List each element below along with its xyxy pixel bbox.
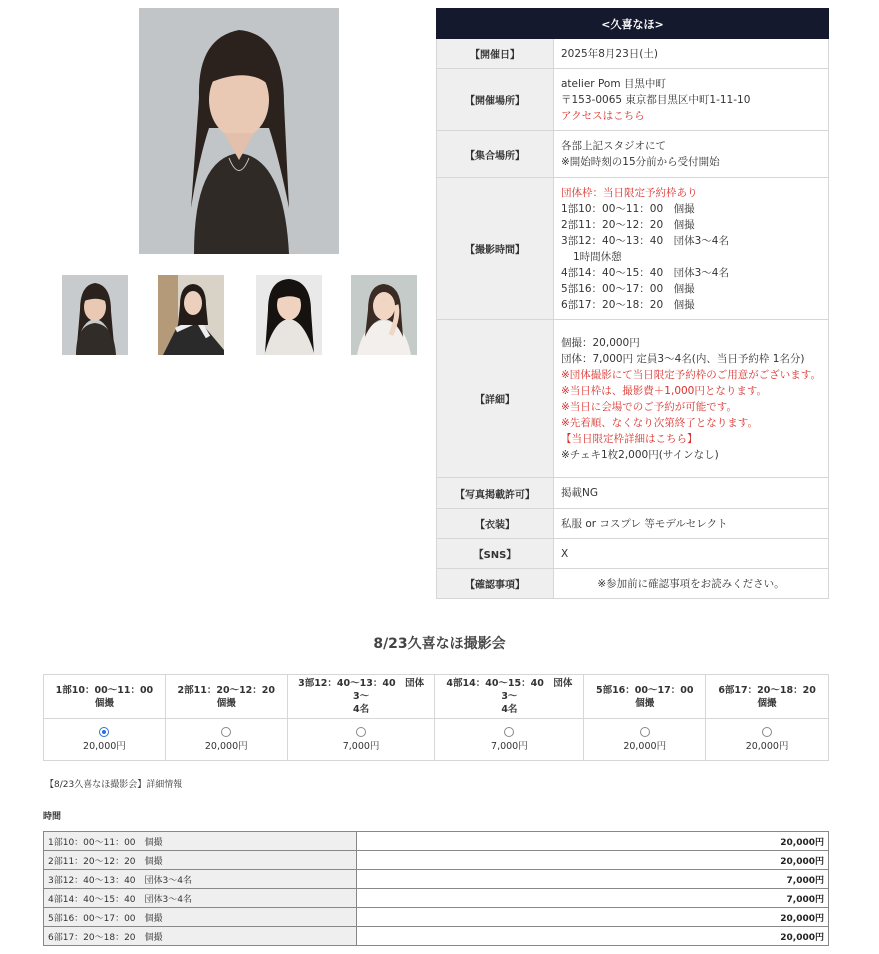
venue-address: 〒153-0065 東京都目黒区中町1-11-10 xyxy=(561,93,751,106)
meeting-label: 【集合場所】 xyxy=(437,131,554,178)
table-row xyxy=(44,908,829,927)
sns-link[interactable]: X xyxy=(554,539,829,569)
radio-button[interactable] xyxy=(762,727,772,737)
price-value: 20,000円 xyxy=(357,832,829,851)
session-options xyxy=(43,674,829,761)
table-row xyxy=(44,870,829,889)
confirm-label: 【確認事項】 xyxy=(437,569,554,599)
option-price: 20,000円 xyxy=(745,740,789,752)
costume-label: 【衣装】 xyxy=(437,509,554,539)
event-title: <久喜なほ> xyxy=(437,9,829,39)
option-select-5[interactable] xyxy=(584,719,706,761)
event-info-table xyxy=(436,8,829,599)
same-day-detail-link[interactable]: 【当日限定枠詳細はこちら】 xyxy=(561,432,698,445)
option-type: 個撮 xyxy=(635,697,655,709)
meeting-line-1: 各部上記スタジオにて xyxy=(561,140,666,152)
price-name: 3部12：40〜13：40 団体3〜4名 xyxy=(44,870,357,889)
radio-button[interactable] xyxy=(221,727,231,737)
time-line: 2部11：20〜12：20 個撮 xyxy=(561,218,695,231)
price-name: 1部10：00〜11：00 個撮 xyxy=(44,832,357,851)
table-row xyxy=(44,832,829,851)
thumbnail-4[interactable] xyxy=(351,275,417,355)
option-time: 2部11：20〜12：20 xyxy=(177,684,276,696)
time-note: 団体枠：当日限定予約枠あり xyxy=(561,186,698,199)
detail-line: 個撮：20,000円 xyxy=(561,336,640,349)
time-line: 3部12：40〜13：40 団体3〜4名 xyxy=(561,234,729,247)
date-label: 【開催日】 xyxy=(437,39,554,69)
time-line: 4部14：40〜15：40 団体3〜4名 xyxy=(561,266,729,279)
date-value: 2025年8月23日(土) xyxy=(554,39,829,69)
price-table xyxy=(43,831,829,946)
thumbnail-1[interactable] xyxy=(62,275,128,355)
option-select-2[interactable] xyxy=(165,719,287,761)
price-name: 4部14：40〜15：40 団体3〜4名 xyxy=(44,889,357,908)
thumbnail-2[interactable] xyxy=(158,275,224,355)
option-price: 20,000円 xyxy=(83,740,126,752)
photo-permission-label: 【写真掲載許可】 xyxy=(437,478,554,509)
option-label-6[interactable] xyxy=(706,675,829,719)
option-time: 4部14：40〜15：40 団体3〜 xyxy=(446,678,573,702)
section-title: 8/23久喜なほ撮影会 xyxy=(373,636,506,652)
option-label-5[interactable] xyxy=(584,675,706,719)
radio-button[interactable] xyxy=(356,727,366,737)
time-line: 6部17：20〜18：20 個撮 xyxy=(561,298,695,311)
detail-note: ※当日に会場でのご予約が可能です。 xyxy=(561,400,737,413)
price-name: 5部16：00〜17：00 個撮 xyxy=(44,908,357,927)
main-photo xyxy=(139,8,339,254)
option-price: 7,000円 xyxy=(491,740,528,752)
price-value: 7,000円 xyxy=(357,870,829,889)
option-type: 個撮 xyxy=(216,697,236,709)
detail-line: ※チェキ1枚2,000円(サインなし) xyxy=(561,448,719,461)
option-select-1[interactable] xyxy=(44,719,166,761)
meeting-line-2: ※開始時刻の15分前から受付開始 xyxy=(561,156,720,168)
option-price: 7,000円 xyxy=(342,740,380,752)
time-value xyxy=(554,178,829,320)
sns-label: 【SNS】 xyxy=(437,539,554,569)
time-heading: 時間 xyxy=(43,812,62,822)
option-price: 20,000円 xyxy=(623,740,667,752)
detail-info-heading: 【8/23久喜なほ撮影会】詳細情報 xyxy=(45,780,183,790)
option-time: 1部10：00〜11：00 xyxy=(55,684,154,696)
table-row xyxy=(44,889,829,908)
time-line: 5部16：00〜17：00 個撮 xyxy=(561,282,695,295)
price-name: 6部17：20〜18：20 個撮 xyxy=(44,927,357,946)
time-label: 【撮影時間】 xyxy=(437,178,554,320)
confirm-link[interactable]: ※参加前に確認事項をお読みください。 xyxy=(554,569,829,599)
option-type: 4名 xyxy=(501,704,518,715)
option-select-3[interactable] xyxy=(287,719,435,761)
detail-label: 【詳細】 xyxy=(437,320,554,478)
option-select-6[interactable] xyxy=(706,719,829,761)
option-label-2[interactable] xyxy=(165,675,287,719)
venue-access-link[interactable]: アクセスはこちら xyxy=(561,109,645,122)
time-break: 1時間休憩 xyxy=(573,250,622,263)
radio-button[interactable] xyxy=(99,727,109,737)
option-label-1[interactable] xyxy=(44,675,166,719)
venue-name: atelier Pom 目黒中町 xyxy=(561,77,666,90)
option-time: 5部16：00〜17：00 xyxy=(595,684,694,696)
price-value: 7,000円 xyxy=(357,889,829,908)
option-type: 4名 xyxy=(353,704,370,715)
option-label-3[interactable] xyxy=(287,675,435,719)
detail-note: ※先着順、なくなり次第終了となります。 xyxy=(561,416,758,429)
meeting-value xyxy=(554,131,829,178)
price-value: 20,000円 xyxy=(357,851,829,870)
radio-button[interactable] xyxy=(640,727,650,737)
detail-note: ※団体撮影にて当日限定予約枠のご用意がございます。 xyxy=(561,368,821,381)
price-value: 20,000円 xyxy=(357,908,829,927)
detail-value xyxy=(554,320,829,478)
thumbnail-3[interactable] xyxy=(256,275,322,355)
detail-line: 団体：7,000円 定員3〜4名(内、当日予約枠 1名分) xyxy=(561,352,805,365)
option-type: 個撮 xyxy=(94,697,114,709)
table-row xyxy=(44,851,829,870)
radio-button[interactable] xyxy=(504,727,514,737)
option-price: 20,000円 xyxy=(204,740,248,752)
option-type: 個撮 xyxy=(757,697,777,709)
price-name: 2部11：20〜12：20 個撮 xyxy=(44,851,357,870)
option-label-4[interactable] xyxy=(435,675,584,719)
detail-note: ※当日枠は、撮影費＋1,000円となります。 xyxy=(561,384,768,397)
table-row xyxy=(44,927,829,946)
time-line: 1部10：00〜11：00 個撮 xyxy=(561,202,695,215)
option-time: 6部17：20〜18：20 xyxy=(718,684,816,696)
photo-permission-value: 掲載NG xyxy=(554,478,829,509)
costume-value: 私服 or コスプレ 等モデルセレクト xyxy=(554,509,829,539)
option-select-4[interactable] xyxy=(435,719,584,761)
price-value: 20,000円 xyxy=(357,927,829,946)
venue-value xyxy=(554,69,829,131)
venue-label: 【開催場所】 xyxy=(437,69,554,131)
option-time: 3部12：40〜13：40 団体3〜 xyxy=(298,678,425,702)
